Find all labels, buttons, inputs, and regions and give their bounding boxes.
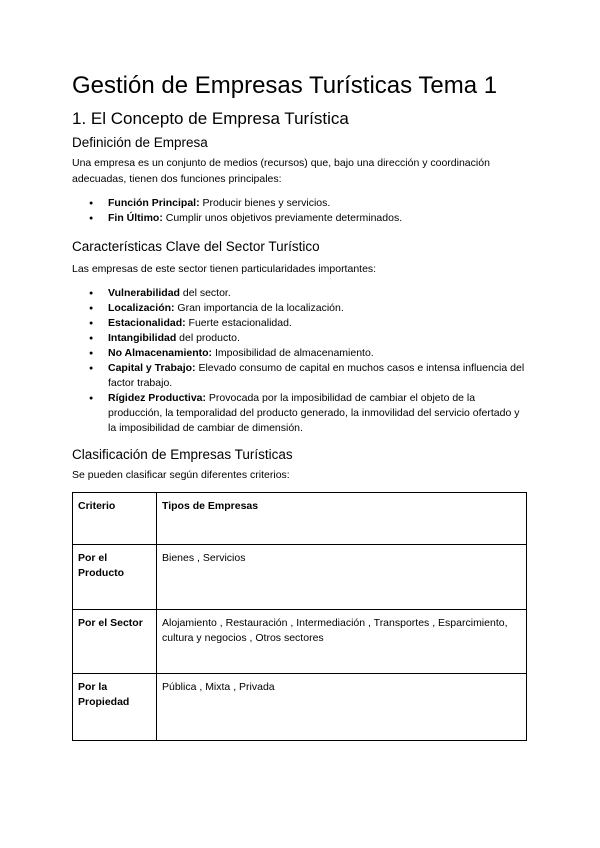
list-item: ● Capital y Trabajo: Elevado consumo de capital en muchos casos e intensa influencia del factor trabajo. — [72, 361, 528, 391]
subheading-caracteristicas: Características Clave del Sector Turístico — [72, 239, 320, 254]
subheading-clasificacion: Clasificación de Empresas Turísticas — [72, 447, 293, 462]
table-cell-tipos: Alojamiento , Restauración , Intermediación , Transportes , Esparcimiento, cultura y negocios , Otros sectores — [157, 610, 527, 674]
table-cell-criterio: Por el Sector — [73, 610, 157, 674]
table-header-row — [73, 493, 527, 545]
table-header-criterio: Criterio — [73, 493, 157, 545]
document-title: Gestión de Empresas Turísticas Tema 1 — [72, 72, 498, 99]
table-row — [73, 674, 527, 741]
table-cell-criterio: Por la Propiedad — [73, 674, 157, 741]
list-item: ● Estacionalidad: Fuerte estacionalidad. — [72, 316, 528, 331]
table-cell-criterio: Por el Producto — [73, 545, 157, 610]
list-item: ● Localización: Gran importancia de la localización. — [72, 301, 528, 316]
list-item: ● No Almacenamiento: Imposibilidad de almacenamiento. — [72, 346, 528, 361]
paragraph-definicion: Una empresa es un conjunto de medios (recursos) que, bajo una dirección y coordinación adecuadas, tienen dos funciones principales: — [72, 157, 490, 185]
list-definicion — [72, 196, 528, 226]
list-item: ● Función Principal: Producir bienes y servicios. — [72, 196, 528, 211]
paragraph-clasificacion: Se pueden clasificar según diferentes criterios: — [72, 469, 290, 481]
list-caracteristicas — [72, 286, 528, 436]
section-heading-concept: 1. El Concepto de Empresa Turística — [72, 109, 349, 128]
table-row — [73, 610, 527, 674]
subheading-definicion: Definición de Empresa — [72, 135, 208, 150]
table-cell-tipos: Bienes , Servicios — [157, 545, 527, 610]
table-cell-tipos: Pública , Mixta , Privada — [157, 674, 527, 741]
list-item: ● Fin Último: Cumplir unos objetivos previamente determinados. — [72, 211, 528, 226]
table-header-tipos: Tipos de Empresas — [157, 493, 527, 545]
list-item: ● Rígidez Productiva: Provocada por la imposibilidad de cambiar el objeto de la producción, la temporalidad del producto generado, la inmovilidad del servicio ofertado y la imposibilidad de cambiar de dimensión. — [72, 391, 528, 436]
classification-table — [72, 492, 527, 741]
list-item: ● Intangibilidad del producto. — [72, 331, 528, 346]
paragraph-caracteristicas: Las empresas de este sector tienen particularidades importantes: — [72, 263, 377, 275]
list-item: ● Vulnerabilidad del sector. — [72, 286, 528, 301]
table-row — [73, 545, 527, 610]
